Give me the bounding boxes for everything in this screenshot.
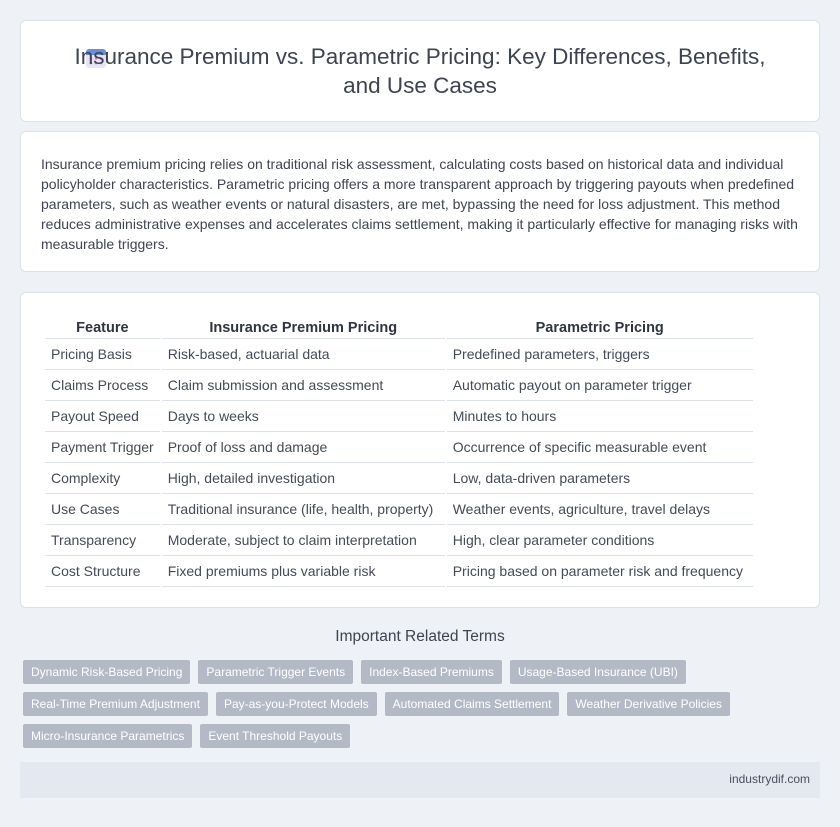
feature-cell: Use Cases [45, 494, 160, 525]
related-term-tag[interactable]: Real-Time Premium Adjustment [23, 692, 208, 716]
tag-row [23, 724, 813, 748]
premium-cell: Claim submission and assessment [162, 370, 445, 401]
comparison-card [20, 292, 820, 608]
comparison-table [43, 311, 755, 587]
column-header-insurance-premium: Insurance Premium Pricing [162, 311, 445, 339]
related-terms-list [23, 660, 813, 756]
feature-cell: Claims Process [45, 370, 160, 401]
feature-cell: Cost Structure [45, 556, 160, 587]
premium-cell: High, detailed investigation [162, 463, 445, 494]
related-terms-heading: Important Related Terms [335, 628, 505, 645]
table-row [45, 525, 753, 556]
parametric-cell: Pricing based on parameter risk and frequency [447, 556, 753, 587]
tag-row [23, 660, 813, 684]
feature-cell: Transparency [45, 525, 160, 556]
related-term-tag[interactable]: Index-Based Premiums [361, 660, 502, 684]
related-term-tag[interactable]: Event Threshold Payouts [200, 724, 350, 748]
footer-site-link[interactable]: industrydif.com [729, 772, 810, 786]
feature-cell: Payment Trigger [45, 432, 160, 463]
parametric-cell: Low, data-driven parameters [447, 463, 753, 494]
premium-cell: Moderate, subject to claim interpretation [162, 525, 445, 556]
related-term-tag[interactable]: Parametric Trigger Events [198, 660, 353, 684]
parametric-cell: Minutes to hours [447, 401, 753, 432]
related-term-tag[interactable]: Micro-Insurance Parametrics [23, 724, 192, 748]
table-row [45, 494, 753, 525]
parametric-cell: Predefined parameters, triggers [447, 339, 753, 370]
parametric-cell: Automatic payout on parameter trigger [447, 370, 753, 401]
intro-card [20, 131, 820, 272]
premium-cell: Traditional insurance (life, health, property) [162, 494, 445, 525]
feature-cell: Pricing Basis [45, 339, 160, 370]
premium-cell: Fixed premiums plus variable risk [162, 556, 445, 587]
related-term-tag[interactable]: Weather Derivative Policies [567, 692, 730, 716]
feature-cell: Payout Speed [45, 401, 160, 432]
premium-cell: Days to weeks [162, 401, 445, 432]
table-row [45, 339, 753, 370]
related-term-tag[interactable]: Usage-Based Insurance (UBI) [510, 660, 686, 684]
footer [20, 762, 820, 798]
feature-cell: Complexity [45, 463, 160, 494]
related-term-tag[interactable]: Dynamic Risk-Based Pricing [23, 660, 190, 684]
table-row [45, 463, 753, 494]
header-card [20, 20, 820, 122]
parametric-cell: Weather events, agriculture, travel delays [447, 494, 753, 525]
premium-cell: Risk-based, actuarial data [162, 339, 445, 370]
tag-row [23, 692, 813, 716]
premium-cell: Proof of loss and damage [162, 432, 445, 463]
table-row [45, 401, 753, 432]
page-title: Insurance Premium vs. Parametric Pricing: Key Differences, Benefits, and Use Cases [74, 44, 766, 98]
parametric-cell: High, clear parameter conditions [447, 525, 753, 556]
column-header-feature: Feature [45, 311, 160, 339]
intro-paragraph: Insurance premium pricing relies on traditional risk assessment, calculating costs based on historical data and individual policyholder characteristics. Parametric pricing offers a more transparent approach by triggering payouts when predefined parameters, such as weather events or natural disasters, are met, bypassing the need for loss adjustment. This method reduces administrative expenses and accelerates claims settlement, making it particularly effective for managing risks with measurable triggers. [41, 156, 798, 252]
related-term-tag[interactable]: Automated Claims Settlement [385, 692, 560, 716]
related-term-tag[interactable]: Pay-as-you-Protect Models [216, 692, 377, 716]
parametric-cell: Occurrence of specific measurable event [447, 432, 753, 463]
column-header-parametric: Parametric Pricing [447, 311, 753, 339]
table-row [45, 432, 753, 463]
table-header-row [45, 311, 753, 339]
table-row [45, 370, 753, 401]
table-row [45, 556, 753, 587]
